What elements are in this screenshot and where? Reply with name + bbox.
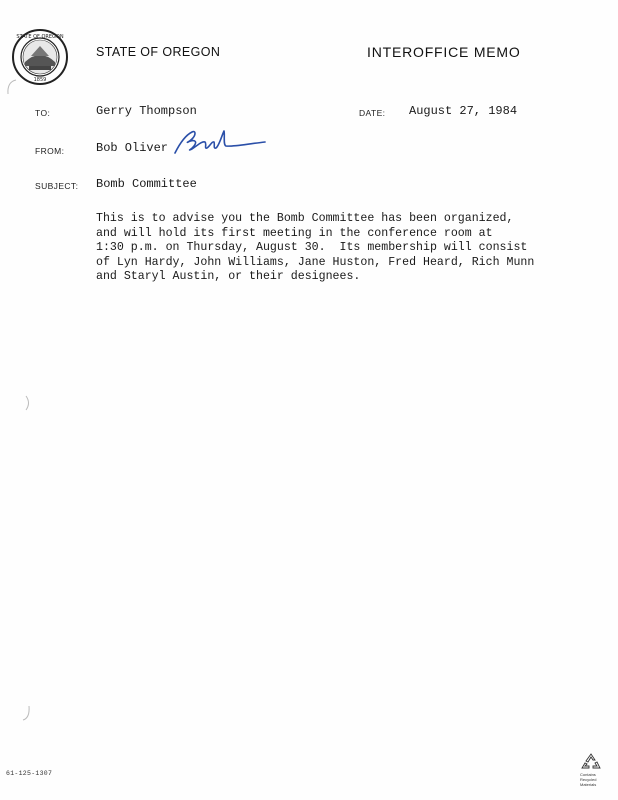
recycle-icon [578,752,604,772]
date-label: DATE: [359,108,386,118]
svg-text:STATE OF OREGON: STATE OF OREGON [16,34,64,40]
subject-label: SUBJECT: [35,181,79,191]
svg-text:1859: 1859 [33,77,47,83]
punch-hole-mark [24,394,32,412]
memo-type-title: INTEROFFICE MEMO [367,44,521,60]
punch-hole-mark [22,704,32,722]
date-value: August 27, 1984 [409,104,518,118]
recycled-materials-note: Contains Recycled Materials [580,772,597,787]
memo-body: This is to advise you the Bomb Committee has been organized, and will hold its first meeting in the conference room at 1:30 p.m. on Thursday, August 30. Its membership will consist of Lyn Hardy, John Williams, Jane Huston, Fred Heard, Rich Munn and Staryl Austin, or their designees. [96,212,535,283]
to-value: Gerry Thompson [96,104,197,118]
subject-value: Bomb Committee [96,177,197,191]
to-label: TO: [35,108,51,118]
from-value: Bob Oliver [96,141,169,155]
handwritten-signature [172,127,268,159]
punch-hole-mark [4,78,18,96]
form-number: 61-125-1307 [6,770,53,777]
state-title: STATE OF OREGON [96,45,221,59]
from-label: FROM: [35,146,65,156]
state-seal-icon [11,28,69,86]
